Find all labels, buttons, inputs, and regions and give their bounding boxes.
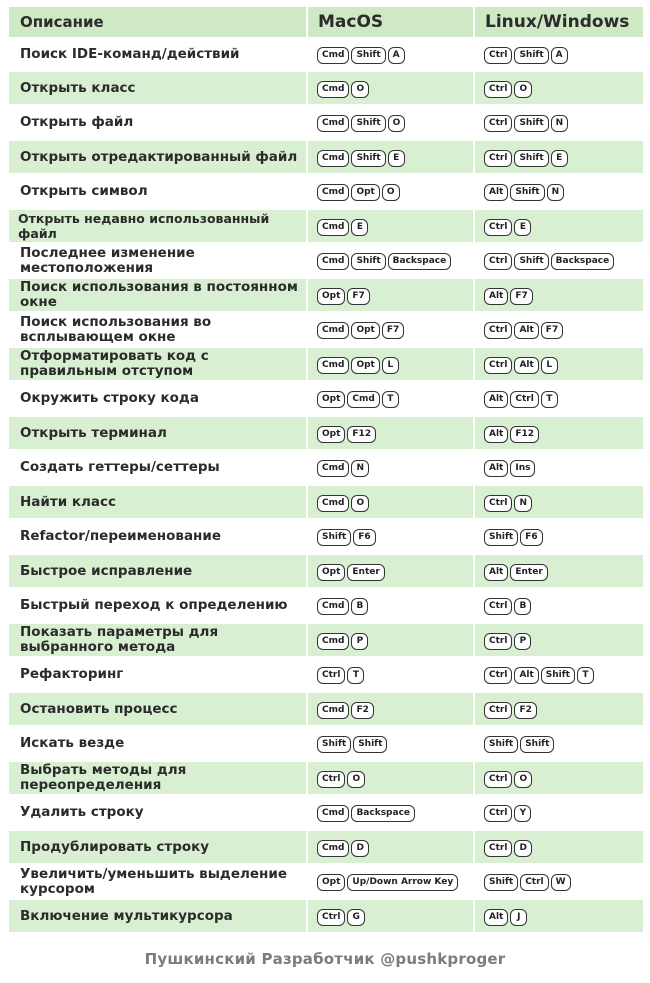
- key-cap: Ctrl: [484, 150, 512, 167]
- shortcut-description: Открыть терминал: [8, 416, 307, 450]
- key-cap: Ctrl: [484, 253, 512, 270]
- key-cap: N: [351, 460, 369, 477]
- key-cap: O: [388, 115, 406, 132]
- linux-windows-shortcut: [474, 347, 644, 381]
- macos-shortcut: [307, 485, 474, 519]
- key-cap: Backspace: [388, 253, 452, 270]
- macos-shortcut: [307, 795, 474, 830]
- key-cap: D: [351, 840, 368, 857]
- key-cap: Cmd: [317, 840, 349, 857]
- linux-windows-shortcut: [474, 899, 644, 933]
- key-cap: F7: [382, 322, 404, 339]
- linux-windows-shortcut: [474, 278, 644, 312]
- key-cap: N: [514, 495, 532, 512]
- key-cap: Cmd: [317, 219, 349, 236]
- table-row: [8, 519, 644, 554]
- key-cap: Alt: [484, 564, 508, 581]
- table-row: [8, 243, 644, 278]
- key-cap: Opt: [317, 564, 345, 581]
- key-cap: Cmd: [317, 47, 349, 64]
- shortcut-description: Поиск использования в постоянном окне: [8, 278, 307, 312]
- key-cap: Opt: [351, 184, 379, 201]
- macos-shortcut: [307, 312, 474, 347]
- shortcut-description: Refactor/переименование: [8, 519, 307, 554]
- key-cap: B: [351, 598, 368, 615]
- table-row: [8, 726, 644, 761]
- key-cap: Alt: [484, 909, 508, 926]
- key-cap: Opt: [317, 426, 345, 443]
- linux-windows-shortcut: [474, 588, 644, 623]
- key-cap: Opt: [317, 391, 345, 408]
- key-cap: Ctrl: [484, 771, 512, 788]
- key-cap: E: [388, 150, 405, 167]
- table-row: [8, 312, 644, 347]
- table-row: [8, 105, 644, 140]
- macos-shortcut: [307, 830, 474, 864]
- key-cap: O: [382, 184, 400, 201]
- key-cap: Shift: [351, 115, 385, 132]
- key-cap: B: [514, 598, 531, 615]
- linux-windows-shortcut: [474, 657, 644, 692]
- key-cap: E: [514, 219, 531, 236]
- key-cap: Ctrl: [484, 667, 512, 684]
- macos-shortcut: [307, 623, 474, 657]
- linux-windows-shortcut: [474, 71, 644, 105]
- key-cap: Ctrl: [484, 840, 512, 857]
- table-row: [8, 899, 644, 933]
- key-cap: Alt: [484, 426, 508, 443]
- macos-shortcut: [307, 71, 474, 105]
- macos-shortcut: [307, 347, 474, 381]
- shortcut-description: Выбрать методы для переопределения: [8, 761, 307, 795]
- shortcuts-table: [7, 5, 645, 934]
- key-cap: Ins: [510, 460, 535, 477]
- table-row: [8, 623, 644, 657]
- key-cap: Enter: [510, 564, 547, 581]
- key-cap: O: [347, 771, 365, 788]
- key-cap: Cmd: [317, 150, 349, 167]
- key-cap: Shift: [514, 150, 548, 167]
- key-cap: G: [347, 909, 364, 926]
- key-cap: Ctrl: [484, 702, 512, 719]
- key-cap: Enter: [347, 564, 384, 581]
- key-cap: E: [351, 219, 368, 236]
- table-row: [8, 278, 644, 312]
- key-cap: Alt: [484, 184, 508, 201]
- shortcut-description: Открыть недавно использованный файл: [8, 209, 307, 243]
- key-cap: Shift: [510, 184, 544, 201]
- key-cap: Ctrl: [510, 391, 538, 408]
- key-cap: Cmd: [317, 357, 349, 374]
- header-linux-windows: Linux/Windows: [474, 6, 644, 38]
- table-row: [8, 381, 644, 416]
- linux-windows-shortcut: [474, 830, 644, 864]
- key-cap: Alt: [484, 288, 508, 305]
- key-cap: Cmd: [317, 322, 349, 339]
- key-cap: D: [514, 840, 531, 857]
- table-row: [8, 554, 644, 588]
- key-cap: Ctrl: [484, 805, 512, 822]
- key-cap: Ctrl: [317, 667, 345, 684]
- linux-windows-shortcut: [474, 795, 644, 830]
- key-cap: Ctrl: [520, 874, 548, 891]
- table-row: [8, 71, 644, 105]
- shortcut-description: Открыть файл: [8, 105, 307, 140]
- macos-shortcut: [307, 278, 474, 312]
- key-cap: Ctrl: [484, 81, 512, 98]
- key-cap: F7: [541, 322, 563, 339]
- key-cap: Shift: [484, 529, 518, 546]
- key-cap: Ctrl: [317, 771, 345, 788]
- macos-shortcut: [307, 588, 474, 623]
- key-cap: Shift: [541, 667, 575, 684]
- key-cap: Shift: [317, 529, 351, 546]
- linux-windows-shortcut: [474, 623, 644, 657]
- key-cap: F7: [347, 288, 369, 305]
- shortcut-description: Создать геттеры/сеттеры: [8, 450, 307, 485]
- key-cap: P: [351, 633, 368, 650]
- table-row: [8, 450, 644, 485]
- macos-shortcut: [307, 761, 474, 795]
- key-cap: Ctrl: [484, 115, 512, 132]
- key-cap: F12: [510, 426, 539, 443]
- linux-windows-shortcut: [474, 864, 644, 899]
- key-cap: Opt: [317, 874, 345, 891]
- table-row: [8, 485, 644, 519]
- table-row: [8, 347, 644, 381]
- table-row: [8, 692, 644, 726]
- shortcut-description: Окружить строку кода: [8, 381, 307, 416]
- key-cap: Cmd: [317, 253, 349, 270]
- key-cap: O: [514, 771, 532, 788]
- key-cap: Backspace: [551, 253, 615, 270]
- header-macos: MacOS: [307, 6, 474, 38]
- shortcut-description: Увеличить/уменьшить выделение курсором: [8, 864, 307, 899]
- shortcut-description: Открыть класс: [8, 71, 307, 105]
- macos-shortcut: [307, 140, 474, 174]
- shortcut-description: Искать везде: [8, 726, 307, 761]
- key-cap: L: [541, 357, 558, 374]
- shortcut-description: Найти класс: [8, 485, 307, 519]
- macos-shortcut: [307, 209, 474, 243]
- key-cap: F2: [351, 702, 373, 719]
- key-cap: Ctrl: [484, 322, 512, 339]
- linux-windows-shortcut: [474, 450, 644, 485]
- shortcuts-table-body: [8, 38, 644, 933]
- key-cap: Ctrl: [484, 219, 512, 236]
- key-cap: Opt: [317, 288, 345, 305]
- shortcut-description: Рефакторинг: [8, 657, 307, 692]
- key-cap: Ctrl: [484, 633, 512, 650]
- key-cap: Shift: [520, 736, 554, 753]
- linux-windows-shortcut: [474, 209, 644, 243]
- key-cap: Shift: [514, 47, 548, 64]
- key-cap: Shift: [317, 736, 351, 753]
- key-cap: Alt: [514, 322, 538, 339]
- key-cap: Ctrl: [484, 47, 512, 64]
- key-cap: T: [347, 667, 364, 684]
- macos-shortcut: [307, 554, 474, 588]
- key-cap: F6: [520, 529, 542, 546]
- linux-windows-shortcut: [474, 105, 644, 140]
- key-cap: F6: [353, 529, 375, 546]
- key-cap: J: [510, 909, 527, 926]
- macos-shortcut: [307, 519, 474, 554]
- header-description: Описание: [8, 6, 307, 38]
- key-cap: L: [382, 357, 399, 374]
- table-row: [8, 588, 644, 623]
- macos-shortcut: [307, 381, 474, 416]
- key-cap: T: [577, 667, 594, 684]
- key-cap: Alt: [514, 667, 538, 684]
- key-cap: O: [351, 495, 369, 512]
- key-cap: Ctrl: [484, 357, 512, 374]
- linux-windows-shortcut: [474, 692, 644, 726]
- shortcuts-sheet: [7, 5, 643, 934]
- linux-windows-shortcut: [474, 312, 644, 347]
- key-cap: Cmd: [317, 633, 349, 650]
- macos-shortcut: [307, 657, 474, 692]
- linux-windows-shortcut: [474, 761, 644, 795]
- shortcut-description: Продублировать строку: [8, 830, 307, 864]
- table-row: [8, 864, 644, 899]
- linux-windows-shortcut: [474, 243, 644, 278]
- key-cap: P: [514, 633, 531, 650]
- shortcut-description: Остановить процесс: [8, 692, 307, 726]
- key-cap: A: [551, 47, 568, 64]
- table-row: [8, 174, 644, 209]
- linux-windows-shortcut: [474, 381, 644, 416]
- key-cap: Ctrl: [317, 909, 345, 926]
- key-cap: W: [551, 874, 571, 891]
- key-cap: Shift: [484, 874, 518, 891]
- key-cap: Cmd: [317, 460, 349, 477]
- shortcut-description: Включение мультикурсора: [8, 899, 307, 933]
- key-cap: Shift: [351, 253, 385, 270]
- shortcut-description: Поиск IDE-команд/действий: [8, 38, 307, 71]
- key-cap: Cmd: [347, 391, 379, 408]
- key-cap: F12: [347, 426, 376, 443]
- shortcut-description: Поиск использования во всплывающем окне: [8, 312, 307, 347]
- table-row: [8, 209, 644, 243]
- key-cap: Up/Down Arrow Key: [347, 874, 458, 891]
- table-header-row: [8, 6, 644, 38]
- key-cap: Cmd: [317, 805, 349, 822]
- linux-windows-shortcut: [474, 726, 644, 761]
- key-cap: Opt: [351, 357, 379, 374]
- footer-credit: Пушкинский Разработчик @pushkproger: [144, 950, 506, 968]
- table-row: [8, 38, 644, 71]
- table-row: [8, 140, 644, 174]
- shortcut-description: Быстрый переход к определению: [8, 588, 307, 623]
- macos-shortcut: [307, 450, 474, 485]
- macos-shortcut: [307, 864, 474, 899]
- key-cap: E: [551, 150, 568, 167]
- linux-windows-shortcut: [474, 174, 644, 209]
- shortcut-description: Последнее изменение местоположения: [8, 243, 307, 278]
- key-cap: Alt: [484, 391, 508, 408]
- linux-windows-shortcut: [474, 140, 644, 174]
- linux-windows-shortcut: [474, 554, 644, 588]
- key-cap: Cmd: [317, 495, 349, 512]
- key-cap: Ctrl: [484, 495, 512, 512]
- shortcut-description: Быстрое исправление: [8, 554, 307, 588]
- key-cap: Cmd: [317, 81, 349, 98]
- key-cap: Alt: [514, 357, 538, 374]
- shortcut-description: Удалить строку: [8, 795, 307, 830]
- macos-shortcut: [307, 416, 474, 450]
- key-cap: Opt: [351, 322, 379, 339]
- linux-windows-shortcut: [474, 485, 644, 519]
- key-cap: F7: [510, 288, 532, 305]
- key-cap: O: [514, 81, 532, 98]
- key-cap: O: [351, 81, 369, 98]
- key-cap: Shift: [514, 115, 548, 132]
- shortcut-description: Показать параметры для выбранного метода: [8, 623, 307, 657]
- key-cap: Backspace: [351, 805, 415, 822]
- macos-shortcut: [307, 692, 474, 726]
- linux-windows-shortcut: [474, 416, 644, 450]
- shortcut-description: Отформатировать код с правильным отступом: [8, 347, 307, 381]
- key-cap: T: [382, 391, 399, 408]
- table-row: [8, 657, 644, 692]
- key-cap: Y: [514, 805, 531, 822]
- table-row: [8, 830, 644, 864]
- key-cap: N: [547, 184, 565, 201]
- key-cap: Cmd: [317, 598, 349, 615]
- linux-windows-shortcut: [474, 38, 644, 71]
- macos-shortcut: [307, 38, 474, 71]
- key-cap: Shift: [484, 736, 518, 753]
- key-cap: Shift: [353, 736, 387, 753]
- key-cap: Shift: [351, 150, 385, 167]
- shortcut-description: Открыть отредактированный файл: [8, 140, 307, 174]
- key-cap: Cmd: [317, 115, 349, 132]
- key-cap: F2: [514, 702, 536, 719]
- table-row: [8, 416, 644, 450]
- table-row: [8, 761, 644, 795]
- key-cap: Cmd: [317, 184, 349, 201]
- key-cap: A: [388, 47, 405, 64]
- key-cap: Ctrl: [484, 598, 512, 615]
- key-cap: T: [541, 391, 558, 408]
- macos-shortcut: [307, 105, 474, 140]
- macos-shortcut: [307, 174, 474, 209]
- key-cap: N: [551, 115, 569, 132]
- key-cap: Alt: [484, 460, 508, 477]
- macos-shortcut: [307, 726, 474, 761]
- macos-shortcut: [307, 243, 474, 278]
- shortcut-description: Открыть символ: [8, 174, 307, 209]
- table-row: [8, 795, 644, 830]
- linux-windows-shortcut: [474, 519, 644, 554]
- key-cap: Cmd: [317, 702, 349, 719]
- key-cap: Shift: [351, 47, 385, 64]
- macos-shortcut: [307, 899, 474, 933]
- key-cap: Shift: [514, 253, 548, 270]
